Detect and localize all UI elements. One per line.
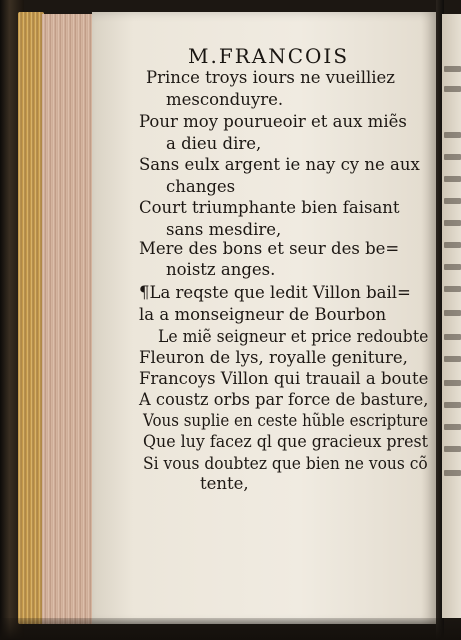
facing-text-line	[444, 424, 461, 430]
text-line: A coustz orbs par force de basture,	[139, 390, 429, 409]
facing-text-line	[444, 310, 461, 316]
facing-text-line	[444, 356, 461, 362]
text-line: Si vous doubtez que bien ne vous cõ	[143, 454, 428, 473]
text-line: tente,	[200, 474, 249, 493]
facing-text-line	[444, 132, 461, 138]
text-line: changes	[166, 177, 236, 196]
facing-page	[442, 14, 461, 618]
facing-text-line	[444, 334, 461, 340]
text-line: Le miẽ seigneur et price redoubte	[158, 327, 429, 346]
page-block-edge	[42, 14, 94, 624]
facing-text-line	[444, 470, 461, 476]
text-line: Court triumphante bien faisant	[139, 198, 400, 217]
text-line: Pour moy pourueoir et aux miẽs	[139, 112, 407, 131]
facing-text-line	[444, 402, 461, 408]
text-line: mesconduyre.	[166, 90, 284, 109]
text-line: Sans eulx argent ie nay cy ne aux	[139, 155, 420, 174]
text-line: Fleuron de lys, royalle geniture,	[139, 348, 408, 367]
text-line: noistz anges.	[166, 260, 276, 279]
facing-text-line	[444, 242, 461, 248]
gilt-page-edge	[18, 12, 44, 624]
facing-text-line	[444, 154, 461, 160]
facing-text-line	[444, 286, 461, 292]
text-line: a dieu dire,	[166, 134, 262, 153]
facing-text-line	[444, 66, 461, 72]
text-line: Mere des bons et seur des be=	[139, 239, 400, 258]
facing-text-line	[444, 86, 461, 92]
facing-text-line	[444, 176, 461, 182]
section-title-line: ¶La reqste que ledit Villon bail=	[139, 283, 411, 302]
facing-text-line	[444, 264, 461, 270]
facing-text-line	[444, 380, 461, 386]
text-line: Francoys Villon qui trauail a boute	[139, 369, 429, 388]
text-line: la a monseigneur de Bourbon	[139, 305, 387, 324]
text-line: sans mesdire,	[166, 220, 282, 239]
text-line: Prince troys iours ne vueilliez	[146, 68, 395, 87]
running-header: M.FRANCOIS	[188, 44, 350, 68]
facing-text-line	[444, 446, 461, 452]
bottom-shadow	[0, 618, 461, 640]
facing-text-line	[444, 220, 461, 226]
text-line: Que luy facez ql que gracieux prest	[143, 432, 428, 451]
facing-text-line	[444, 198, 461, 204]
text-line: Vous suplie en ceste hũble escripture	[143, 411, 429, 430]
